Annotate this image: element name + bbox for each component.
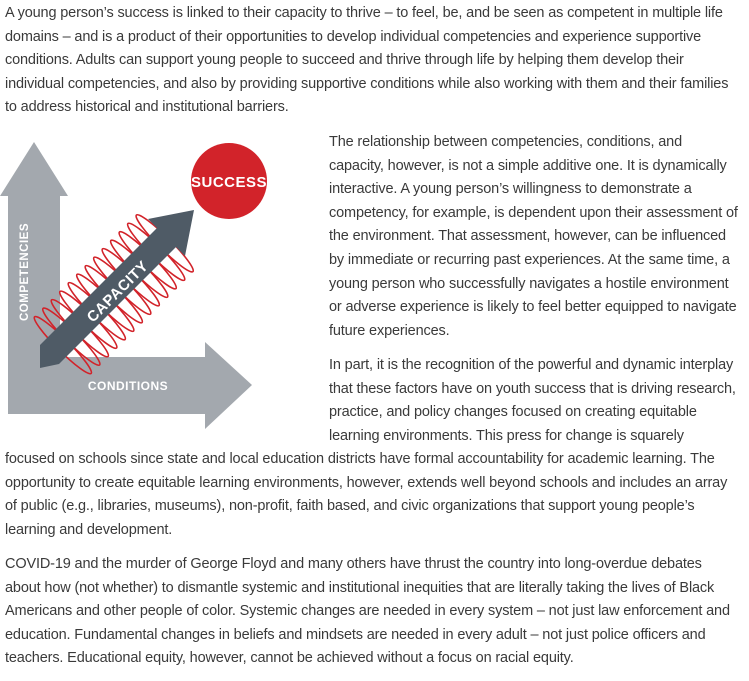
interplay-line: learning and development. <box>5 521 173 538</box>
relationship-line: interactive. A young person’s willingness to demonstrate a <box>329 181 692 198</box>
interplay-line: learning environments. This press for change is squarely <box>329 427 684 444</box>
interplay-line: that these factors have on youth success that is driving research, <box>329 380 736 397</box>
relationship-line: or adverse experience is likely to feel better equipped to navigate <box>329 299 737 316</box>
capacity-diagram <box>0 138 320 438</box>
conditions-label: CONDITIONS <box>87 379 169 393</box>
relationship-line: young person who successfully navigates a hostile environment <box>329 275 729 292</box>
intro-line: individual competencies, and also by providing supportive conditions while also working with them and their families <box>5 75 729 92</box>
success-label: SUCCESS <box>190 174 268 191</box>
relationship-line: capacity, however, is not a simple additive one. It is dynamically <box>329 157 727 174</box>
interplay-line: of public (e.g., libraries, museums), non-profit, faith based, and civic organizations that support young people’s <box>5 498 695 515</box>
intro-line: domains – and is a product of their opportunities to develop individual competencies and experience supportive <box>5 28 702 45</box>
competencies-label: COMPETENCIES <box>19 222 31 322</box>
intro-line: A young person’s success is linked to their capacity to thrive – to feel, be, and be seen as competent in multiple life <box>5 5 723 21</box>
covid-equity-line: education. Fundamental changes in beliefs and mindsets are needed in every adult – not just police officers and <box>5 626 706 643</box>
covid-equity-line: Americans and other people of color. Systemic changes are needed in every system – not just law enforcement and <box>5 603 730 620</box>
relationship-line: by immediate or recurring past experiences. At the same time, a <box>329 251 730 268</box>
interplay-line: opportunity to create equitable learning environments, however, extends well beyond schools and includes an array <box>5 474 728 491</box>
interplay-line: In part, it is the recognition of the powerful and dynamic interplay <box>329 357 734 373</box>
interplay-line: focused on schools since state and local education districts have formal accountability for academic learning. The <box>5 451 715 467</box>
covid-equity-line: teachers. Educational equity, however, cannot be achieved without a focus on racial equity. <box>5 650 574 667</box>
interplay-paragraph-top <box>329 354 744 448</box>
relationship-line: future experiences. <box>329 322 450 339</box>
interplay-paragraph-bottom <box>5 448 745 542</box>
relationship-line: competency, for example, is dependent upon their assessment of <box>329 204 738 221</box>
relationship-line: the environment. That assessment, however, can be influenced <box>329 228 726 245</box>
covid-equity-line: COVID-19 and the murder of George Floyd and many others have thrust the country into long-overdue debates <box>5 556 702 572</box>
intro-line: conditions. Adults can support young people to succeed and thrive through life by helping them develop their <box>5 52 684 69</box>
intro-paragraph <box>5 2 745 120</box>
capacity-label: CAPACITY <box>83 257 152 326</box>
intro-line: to address historical and institutional barriers. <box>5 99 289 116</box>
covid-equity-line: about how (not whether) to dismantle systemic and institutional inequities that are literally taking the lives of Black <box>5 579 715 596</box>
relationship-paragraph <box>329 131 744 343</box>
interplay-line: practice, and policy changes focused on creating equitable <box>329 404 697 421</box>
covid-equity-paragraph <box>5 553 745 671</box>
relationship-line: The relationship between competencies, conditions, and <box>329 134 683 150</box>
